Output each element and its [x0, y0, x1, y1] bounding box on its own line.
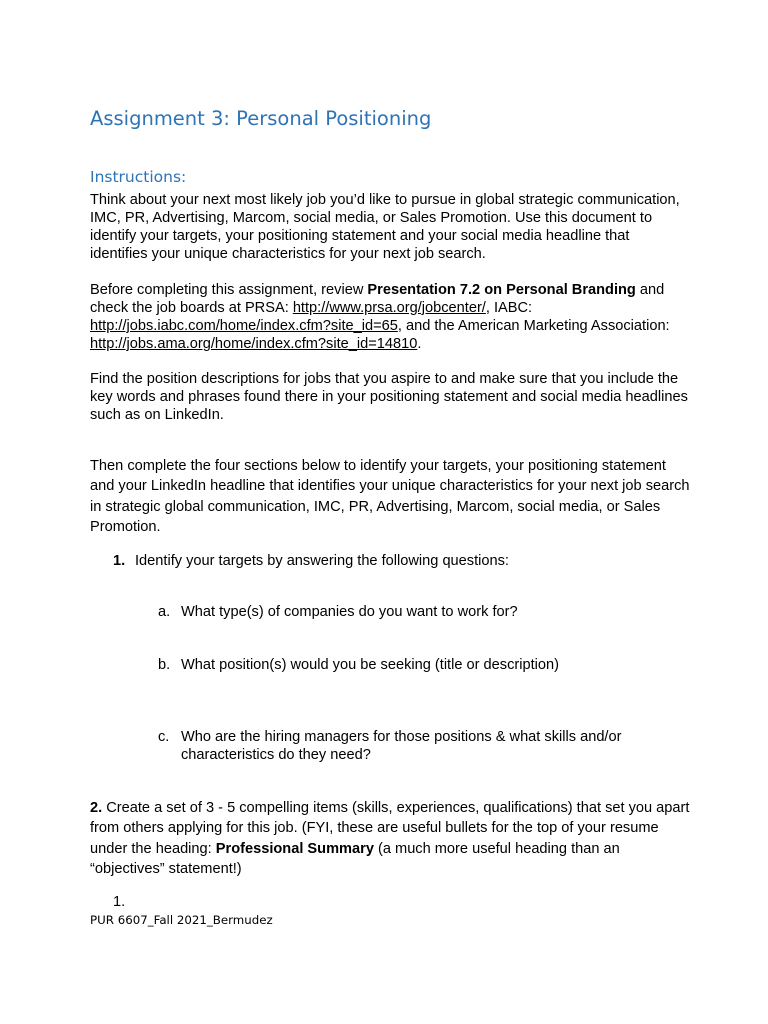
review-paragraph	[90, 281, 690, 353]
professional-summary-label: Professional Summary	[215, 840, 374, 857]
item-2-text: Create a set of 3 - 5 compelling items (skills, experiences, qualifications) that set you apart from others applying for this job. (FYI, these are useful bullets for the top of your resume under the heading:	[90, 800, 690, 857]
page-title: Assignment 3: Personal Positioning	[90, 107, 432, 130]
list-item-1-number: 1.	[113, 894, 126, 910]
prsa-link[interactable]: http://www.prsa.org/jobcenter/	[292, 300, 486, 316]
sub-item-a-text: What type(s) of companies do you want to work for?	[181, 604, 518, 620]
sub-item-c	[158, 728, 678, 764]
review-text-1: Before completing this assignment, review	[90, 282, 368, 298]
sections-paragraph: Then complete the four sections below to identify your targets, your positioning statement and your LinkedIn headline that identifies your unique characteristics for your next job search in strategic global communication, IMC, PR, Advertising, Marcom, social media, or Sales Promotion.	[90, 458, 690, 536]
review-text-4: , and the American Marketing Association:	[397, 318, 670, 334]
position-descriptions-paragraph: Find the position descriptions for jobs that you aspire to and make sure that you include the key words and phrases found there in your positioning statement and social media headlines such as on LinkedIn.	[90, 371, 688, 423]
item-2-number: 2.	[90, 800, 103, 816]
instructions-heading: Instructions:	[90, 168, 187, 186]
sub-item-a	[158, 603, 678, 621]
item-1-text: Identify your targets by answering the following questions:	[135, 553, 509, 569]
iabc-link[interactable]: http://jobs.iabc.com/home/index.cfm?site_id=65	[90, 318, 398, 334]
presentation-reference: Presentation 7.2 on Personal Branding	[367, 282, 636, 298]
page-footer: PUR 6607_Fall 2021_Bermudez	[90, 913, 273, 927]
review-text-3: , IABC:	[485, 300, 533, 316]
item-2-text-end: (a much more useful heading than an “objectives” statement!)	[90, 840, 620, 878]
ama-link[interactable]: http://jobs.ama.org/home/index.cfm?site_id=14810	[90, 336, 418, 352]
sub-item-a-letter: a.	[158, 604, 171, 620]
item-1	[113, 552, 509, 570]
item-1-number: 1.	[113, 553, 126, 569]
sub-item-b-letter: b.	[158, 657, 171, 673]
sub-item-c-text: Who are the hiring managers for those positions & what skills and/or characteristics do they need?	[181, 729, 622, 763]
intro-paragraph: Think about your next most likely job you’d like to pursue in global strategic communication, IMC, PR, Advertising, Marcom, social media, or Sales Promotion. Use this document to identify your targets, your positioning statement and your social media headline that identifies your unique characteristics for your next job search.	[90, 192, 680, 262]
sub-item-c-letter: c.	[158, 729, 170, 745]
item-2	[90, 798, 690, 880]
review-text-5: .	[417, 336, 422, 352]
review-text-2: and check the job boards at PRSA:	[90, 282, 665, 316]
sub-item-b-text: What position(s) would you be seeking (title or description)	[181, 657, 559, 673]
sub-item-b	[158, 656, 678, 674]
